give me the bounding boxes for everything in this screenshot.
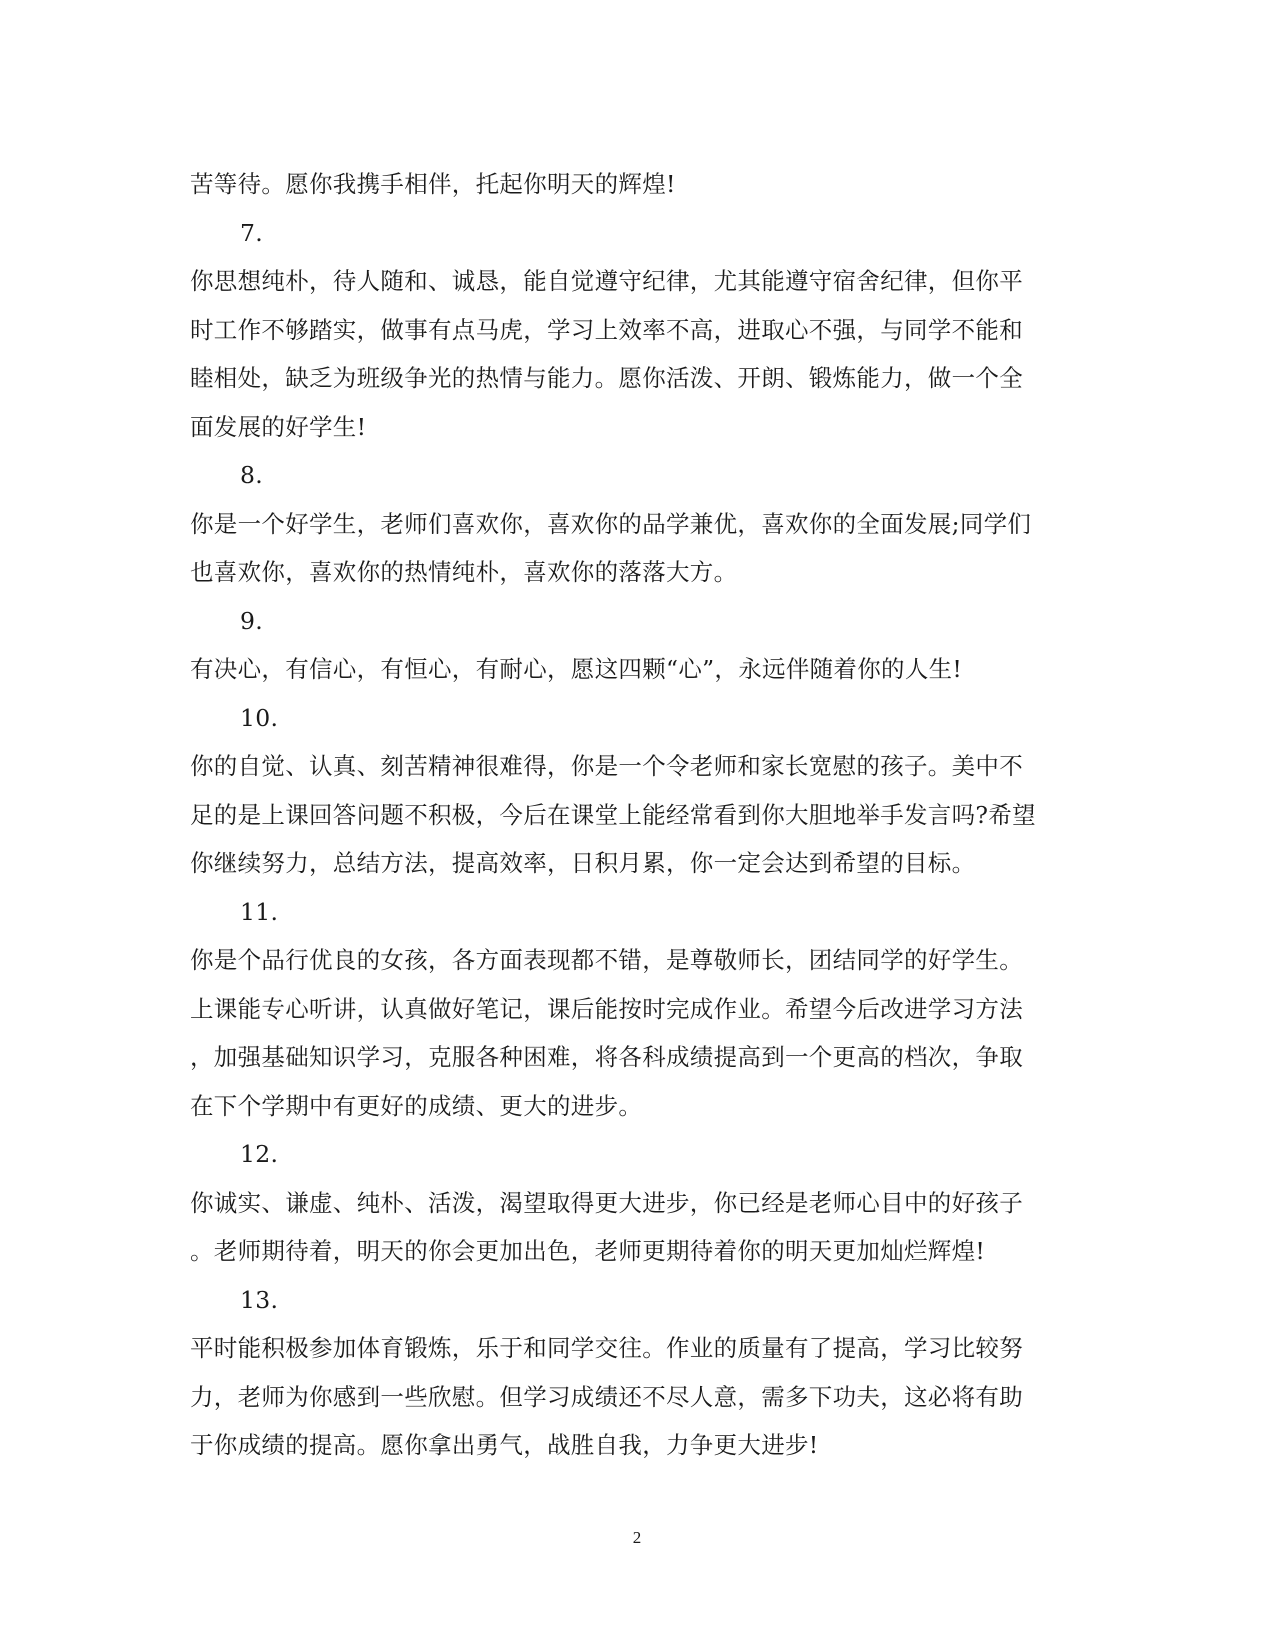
text-line: 你是个品行优良的女孩，各方面表现都不错，是尊敬师长，团结同学的好学生。	[190, 946, 1023, 974]
text-line: 平时能积极参加体育锻炼，乐于和同学交往。作业的质量有了提高，学习比较努	[190, 1334, 1023, 1362]
text-line: 在下个学期中有更好的成绩、更大的进步。	[190, 1091, 643, 1120]
item-number: 12.	[240, 1140, 279, 1168]
item-number: 9.	[240, 606, 264, 635]
text-line: 睦相处，缺乏为班级争光的热情与能力。愿你活泼、开朗、锻炼能力，做一个全	[190, 364, 1023, 392]
item-number: 8.	[240, 461, 264, 489]
document-body	[190, 160, 1080, 1470]
text-line: 你的自觉、认真、刻苦精神很难得，你是一个令老师和家长宽慰的孩子。美中不	[190, 752, 1023, 780]
text-line: 也喜欢你，喜欢你的热情纯朴，喜欢你的落落大方。	[190, 558, 738, 586]
text-line: 有决心，有信心，有恒心，有耐心，愿这四颗“心”，永远伴随着你的人生!	[190, 655, 963, 683]
item-number: 13.	[240, 1285, 279, 1314]
text-line: 于你成绩的提高。愿你拿出勇气，战胜自我，力争更大进步!	[190, 1431, 819, 1459]
text-line: 上课能专心听讲，认真做好笔记，课后能按时完成作业。希望今后改进学习方法	[190, 994, 1023, 1023]
text-line: 时工作不够踏实，做事有点马虎，学习上效率不高，进取心不强，与同学不能和	[190, 315, 1023, 344]
text-line: 你继续努力，总结方法，提高效率，日积月累，你一定会达到希望的目标。	[190, 849, 976, 877]
text-line: 足的是上课回答问题不积极，今后在课堂上能经常看到你大胆地举手发言吗?希望	[190, 800, 1036, 829]
text-line: 你诚实、谦虚、纯朴、活泼，渴望取得更大进步，你已经是老师心目中的好孩子	[190, 1188, 1023, 1217]
text-line: 你思想纯朴，待人随和、诚恳，能自觉遵守纪律，尤其能遵守宿舍纪律，但你平	[190, 267, 1023, 295]
page-number: 2	[632, 1528, 642, 1547]
text-line: 苦等待。愿你我携手相伴，托起你明天的辉煌!	[190, 170, 676, 198]
text-line: 你是一个好学生，老师们喜欢你，喜欢你的品学兼优，喜欢你的全面发展;同学们	[190, 509, 1032, 538]
item-number: 7.	[240, 218, 264, 247]
text-line: 面发展的好学生!	[190, 412, 367, 441]
text-line: 力，老师为你感到一些欣慰。但学习成绩还不尽人意，需多下功夫，这必将有助	[190, 1382, 1023, 1411]
item-number: 10.	[240, 703, 279, 732]
text-line: ，加强基础知识学习，克服各种困难，将各科成绩提高到一个更高的档次，争取	[190, 1043, 1023, 1071]
text-line: 。老师期待着，明天的你会更加出色，老师更期待着你的明天更加灿烂辉煌!	[190, 1237, 986, 1265]
item-number: 11.	[240, 897, 279, 926]
